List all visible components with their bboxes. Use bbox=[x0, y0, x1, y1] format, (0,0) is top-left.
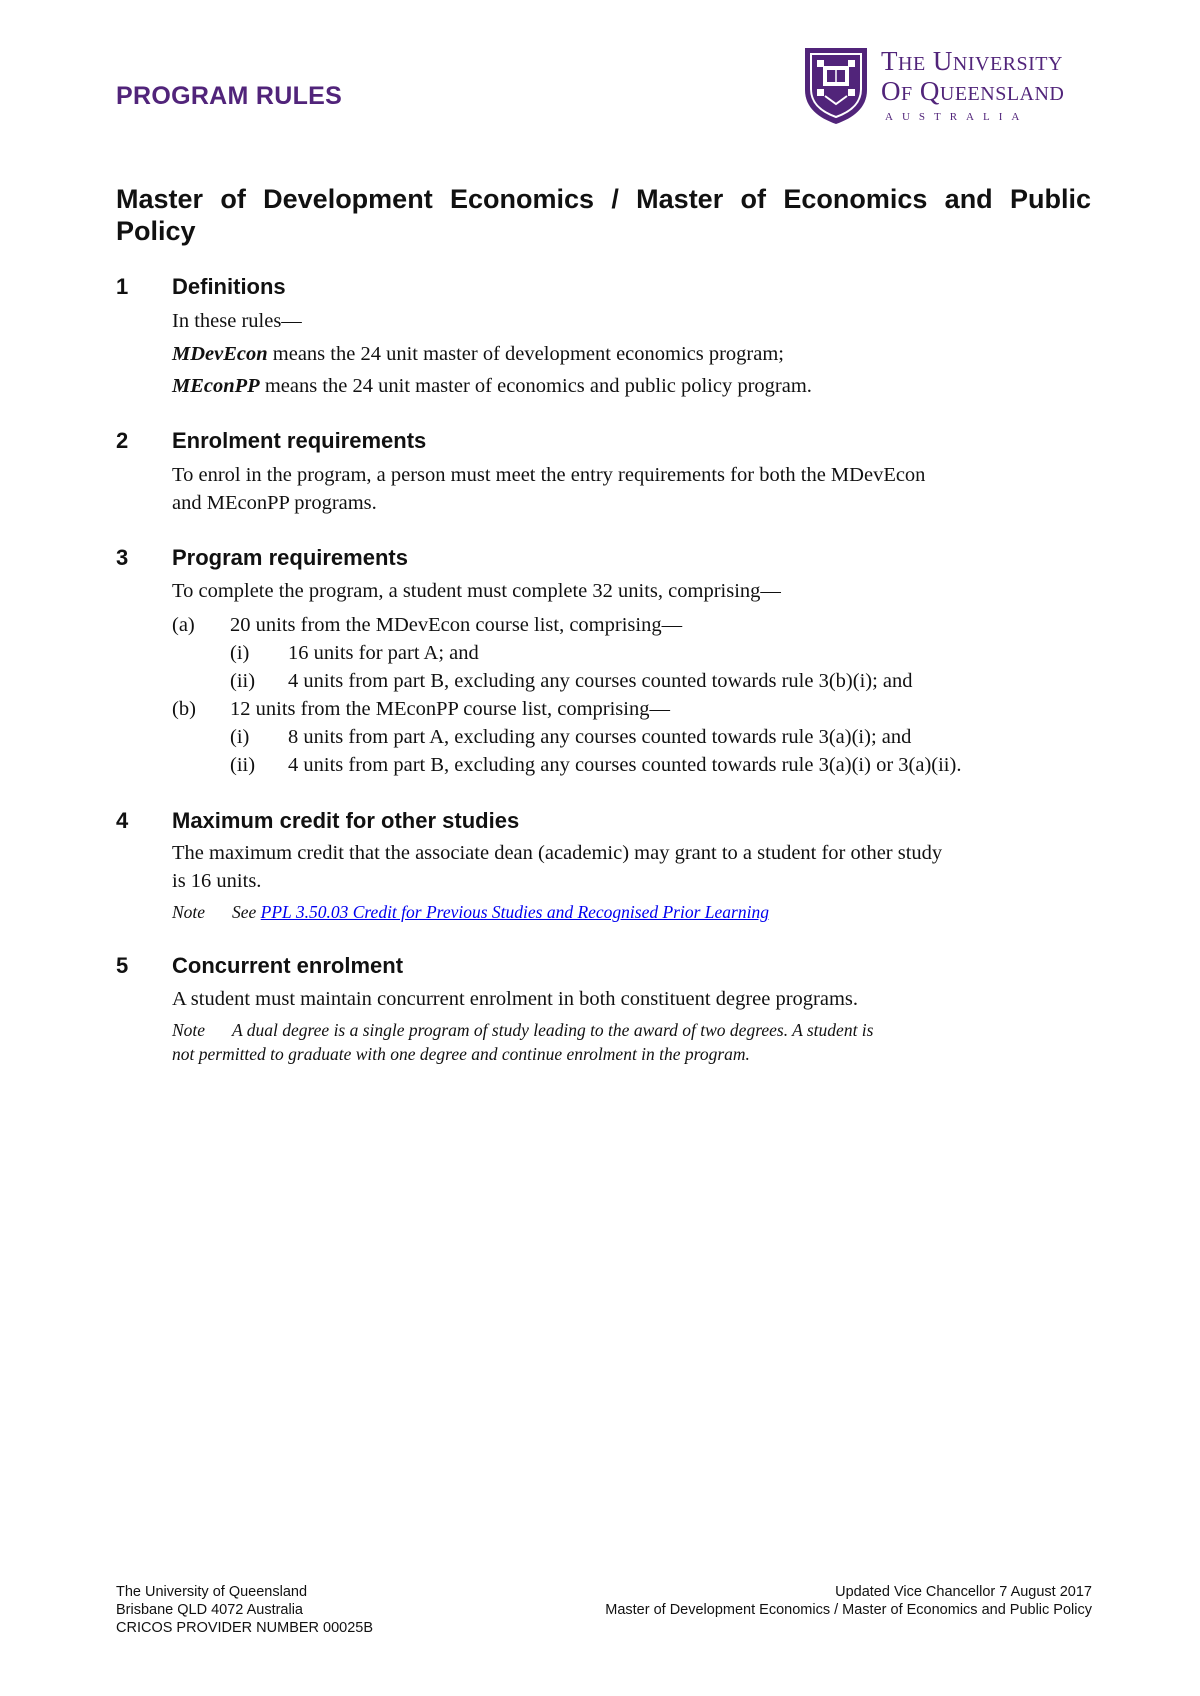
section-4-heading: Maximum credit for other studies bbox=[172, 808, 520, 833]
section-4-line-2: is 16 units. bbox=[172, 870, 262, 892]
section-4-line-1: The maximum credit that the associate dean (academic) may grant to a student for other study bbox=[172, 842, 943, 864]
logo-line-2: OF QUEENSLAND bbox=[881, 76, 1065, 106]
footer-university: The University of Queensland bbox=[116, 1584, 308, 1600]
section-5-number: 5 bbox=[116, 953, 129, 978]
header-label: PROGRAM RULES bbox=[116, 82, 343, 110]
ppl-credit-link[interactable]: PPL 3.50.03 Credit for Previous Studies and Recognised Prior Learning bbox=[260, 902, 769, 922]
section-2-number: 2 bbox=[116, 428, 129, 453]
logo-line-3: AUSTRALIA bbox=[885, 111, 1029, 123]
item-a-label: (a) bbox=[172, 614, 195, 636]
definition-mdevecon bbox=[172, 343, 784, 366]
item-a-text: 20 units from the MDevEcon course list, comprising— bbox=[230, 614, 683, 636]
section-4-number: 4 bbox=[116, 808, 129, 833]
section-4-note-see: See bbox=[232, 902, 261, 922]
section-2-line-2: and MEconPP programs. bbox=[172, 492, 377, 514]
item-b-ii-label: (ii) bbox=[230, 754, 256, 776]
section-3-intro: To complete the program, a student must complete 32 units, comprising— bbox=[172, 580, 781, 602]
section-5-note-label: Note bbox=[172, 1020, 206, 1040]
logo-line-1: THE UNIVERSITY bbox=[881, 46, 1063, 76]
definition-text-meconpp: means the 24 unit master of economics and public policy program. bbox=[259, 375, 812, 397]
footer-address: Brisbane QLD 4072 Australia bbox=[116, 1602, 303, 1618]
item-b-ii-text: 4 units from part B, excluding any courses counted towards rule 3(a)(i) or 3(a)(ii). bbox=[288, 754, 962, 776]
section-1-heading: Definitions bbox=[172, 274, 286, 299]
section-4-note bbox=[232, 902, 769, 923]
section-5-note-line-2: not permitted to graduate with one degree and continue enrolment in the program. bbox=[172, 1044, 750, 1064]
item-a-ii-label: (ii) bbox=[230, 670, 256, 692]
section-3-heading: Program requirements bbox=[172, 545, 408, 570]
section-5-heading: Concurrent enrolment bbox=[172, 953, 404, 978]
section-4-note-label: Note bbox=[172, 902, 206, 922]
section-5-note-line-1: A dual degree is a single program of study leading to the award of two degrees. A student is bbox=[232, 1020, 874, 1040]
university-logo bbox=[803, 46, 1093, 126]
definition-term-mdevecon: MDevEcon bbox=[172, 343, 268, 365]
definition-term-meconpp: MEconPP bbox=[172, 375, 260, 397]
item-b-text: 12 units from the MEconPP course list, comprising— bbox=[230, 698, 670, 720]
section-5-line-1: A student must maintain concurrent enrolment in both constituent degree programs. bbox=[172, 988, 859, 1010]
section-1-intro: In these rules— bbox=[172, 310, 302, 332]
item-b-i-label: (i) bbox=[230, 726, 250, 748]
definition-meconpp bbox=[172, 375, 812, 398]
item-b-label: (b) bbox=[172, 698, 196, 720]
section-1-number: 1 bbox=[116, 274, 129, 299]
definition-text-mdevecon: means the 24 unit master of development economics program; bbox=[267, 343, 784, 365]
uq-crest-icon bbox=[803, 46, 869, 126]
document-title-line-2: Policy bbox=[116, 216, 196, 246]
section-3-number: 3 bbox=[116, 545, 129, 570]
footer-updated: Updated Vice Chancellor 7 August 2017 bbox=[835, 1584, 1092, 1600]
footer-program-name: Master of Development Economics / Master of Economics and Public Policy bbox=[605, 1602, 1092, 1618]
item-a-ii-text: 4 units from part B, excluding any courses counted towards rule 3(b)(i); and bbox=[288, 670, 913, 692]
section-2-line-1: To enrol in the program, a person must meet the entry requirements for both the MDevEcon bbox=[172, 464, 926, 486]
footer-cricos: CRICOS PROVIDER NUMBER 00025B bbox=[116, 1620, 374, 1636]
item-a-i-label: (i) bbox=[230, 642, 250, 664]
item-b-i-text: 8 units from part A, excluding any courses counted towards rule 3(a)(i); and bbox=[288, 726, 912, 748]
item-a-i-text: 16 units for part A; and bbox=[288, 642, 479, 664]
document-title-line-1: Master of Development Economics / Master of Economics and Public bbox=[116, 184, 1091, 214]
section-2-heading: Enrolment requirements bbox=[172, 428, 427, 453]
